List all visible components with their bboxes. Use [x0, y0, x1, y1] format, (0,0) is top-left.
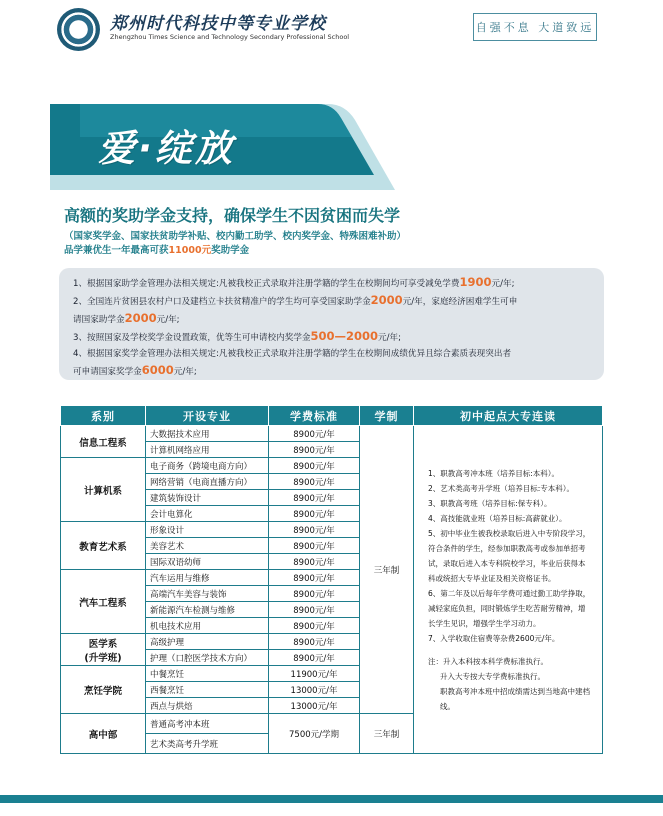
table-row [61, 426, 603, 442]
dept-cell: 烹饪学院 [61, 666, 146, 714]
policy-amount: 2000 [370, 293, 403, 307]
scholarship-max-suffix: 奖助学金 [211, 245, 250, 256]
major-cell: 计算机网络应用 [146, 442, 269, 458]
table-header-row [61, 406, 603, 426]
major-cell: 会计电算化 [146, 506, 269, 522]
policy-text: 可申请国家奖学金 [73, 367, 142, 377]
policy-line [73, 346, 592, 362]
scholarship-headline: 高额的奖助学金支持，确保学生不因贫困而失学 [64, 206, 401, 225]
major-cell: 汽车运用与维修 [146, 570, 269, 586]
fee-cell: 8900元/年 [269, 490, 360, 506]
fee-cell: 8900元/年 [269, 538, 360, 554]
scholarship-types: （国家奖学金、国家扶贫助学补贴、校内勤工助学、校内奖学金、特殊困难补助） [64, 231, 407, 242]
fee-cell: 8900元/年 [269, 602, 360, 618]
major-cell: 护理（口腔医学技术方向） [146, 650, 269, 666]
policy-line [73, 362, 592, 380]
dept-cell: 汽车工程系 [61, 570, 146, 634]
major-cell: 网络营销（电商直播方向） [146, 474, 269, 490]
dept-cell: 教育艺术系 [61, 522, 146, 570]
policy-amount: 1900 [459, 275, 492, 289]
fee-cell: 8900元/年 [269, 522, 360, 538]
motto-box: 自强不息 大道致远 [473, 13, 597, 41]
major-cell: 高端汽车美容与装饰 [146, 586, 269, 602]
policy-text: 元/年; [378, 333, 402, 343]
major-cell: 普通高考冲本班 [146, 714, 269, 734]
header-major: 开设专业 [146, 406, 269, 426]
note-line: 3、职教高考班（培养目标:保专科）。 [428, 498, 552, 508]
header-system: 学制 [360, 406, 414, 426]
dept-name: 医学系 [88, 638, 118, 650]
fee-cell: 8900元/年 [269, 586, 360, 602]
header-program: 初中起点大专连读 [414, 406, 603, 426]
note-line: 1、职教高考冲本班（培养目标:本科）。 [428, 468, 560, 478]
school-name-cn: 郑州时代科技中等专业学校 [110, 14, 326, 34]
note-tail-line: 职教高考冲本班中招成绩需达到当地高中建档线。 [440, 686, 590, 711]
fee-cell: 8900元/年 [269, 650, 360, 666]
major-cell: 大数据技术应用 [146, 426, 269, 442]
note-line: 4、高技能就业班（培养目标:高薪就业）。 [428, 513, 567, 523]
header-dept: 系别 [61, 406, 146, 426]
fee-cell: 8900元/年 [269, 442, 360, 458]
fee-cell: 8900元/年 [269, 554, 360, 570]
policy-amount: 500—2000 [310, 329, 379, 343]
major-cell: 电子商务（跨境电商方向） [146, 458, 269, 474]
fee-cell: 8900元/年 [269, 618, 360, 634]
major-cell: 艺术类高考升学班 [146, 734, 269, 754]
major-cell: 美容艺术 [146, 538, 269, 554]
school-name-en: Zhengzhou Times Science and Technology Secondary Professional School [110, 33, 350, 41]
major-cell: 西点与烘焙 [146, 698, 269, 714]
fee-cell: 8900元/年 [269, 458, 360, 474]
scholarship-max [64, 242, 249, 256]
policy-text: 3、按照国家及学校奖学金设置政策，优等生可申请校内奖学金 [73, 333, 311, 343]
note-line: 2、艺术类高考升学班（培养目标:专本科）。 [428, 483, 575, 493]
major-cell: 高级护理 [146, 634, 269, 650]
scholarship-max-amount: 11000元 [168, 245, 212, 256]
policy-line [73, 274, 592, 292]
header-fee: 学费标准 [269, 406, 360, 426]
policy-amount: 6000 [141, 363, 174, 377]
fee-cell: 8900元/年 [269, 634, 360, 650]
major-cell: 建筑装饰设计 [146, 490, 269, 506]
policy-text: 元/年，家庭经济困难学生可申 [402, 297, 518, 307]
policy-text: 1、根据国家助学金管理办法相关规定:凡被我校正式录取并注册学籍的学生在校期间均可享受减免学费 [73, 279, 460, 289]
policy-box [59, 268, 604, 380]
dept-cell: 信息工程系 [61, 426, 146, 458]
dept-cell: 计算机系 [61, 458, 146, 522]
policy-line [73, 292, 592, 310]
fee-cell: 8900元/年 [269, 570, 360, 586]
note-line: 7、入学收取住宿费等杂费2600元/年。 [428, 633, 560, 643]
dept-subname: (升学班) [84, 652, 122, 664]
policy-text: 元/年; [156, 315, 180, 325]
system-cell: 三年制 [360, 714, 414, 754]
dept-cell: 高中部 [61, 714, 146, 754]
policy-text: 元/年; [173, 367, 197, 377]
scholarship-max-prefix: 品学兼优生一年最高可获 [64, 245, 169, 256]
fee-cell: 13000元/年 [269, 682, 360, 698]
major-cell: 国际双语幼师 [146, 554, 269, 570]
fee-cell: 8900元/年 [269, 474, 360, 490]
fee-cell: 8900元/年 [269, 426, 360, 442]
major-cell: 机电技术应用 [146, 618, 269, 634]
bottom-band [0, 795, 663, 803]
fee-cell: 11900元/年 [269, 666, 360, 682]
dept-cell [61, 634, 146, 666]
major-cell: 西餐烹饪 [146, 682, 269, 698]
fee-cell: 8900元/年 [269, 506, 360, 522]
policy-line [73, 310, 592, 328]
banner-title: 爱·绽放 [98, 127, 236, 170]
note-tail-line: 注：升入本科按本科学费标准执行。 [428, 656, 548, 666]
fee-cell: 7500元/学期 [269, 714, 360, 754]
note-line: 5、初中毕业生被我校录取后进入中专阶段学习，符合条件的学生，经参加职教高考或参加单招考试，录取后进入本专科院校学习，毕业后获得本科或统招大专毕业证及相关资格证书。 [428, 528, 591, 583]
major-cell: 中餐烹饪 [146, 666, 269, 682]
note-tail-line: 升入大专按大专学费标准执行。 [440, 671, 545, 681]
note-line: 6、第二年及以后每年学费可通过勤工助学挣取，减轻家庭负担，同时锻炼学生吃苦耐劳精神，增长学生见识，增强学生学习动力。 [428, 588, 591, 628]
policy-text: 2、全国连片贫困县农村户口及建档立卡扶贫精准户的学生均可享受国家助学金 [73, 297, 371, 307]
policy-amount: 2000 [124, 311, 157, 325]
program-table [60, 405, 603, 754]
major-cell: 新能源汽车检测与维修 [146, 602, 269, 618]
policy-text: 请国家助学金 [73, 315, 125, 325]
policy-line [73, 328, 592, 346]
system-cell: 三年制 [360, 426, 414, 714]
major-cell: 形象设计 [146, 522, 269, 538]
notes-cell [414, 426, 603, 754]
policy-text: 4、根据国家奖学金管理办法相关规定:凡被我校正式录取并注册学籍的学生在校期间成绩优异且综合素质表现突出者 [73, 349, 512, 359]
policy-text: 元/年; [491, 279, 515, 289]
fee-cell: 13000元/年 [269, 698, 360, 714]
